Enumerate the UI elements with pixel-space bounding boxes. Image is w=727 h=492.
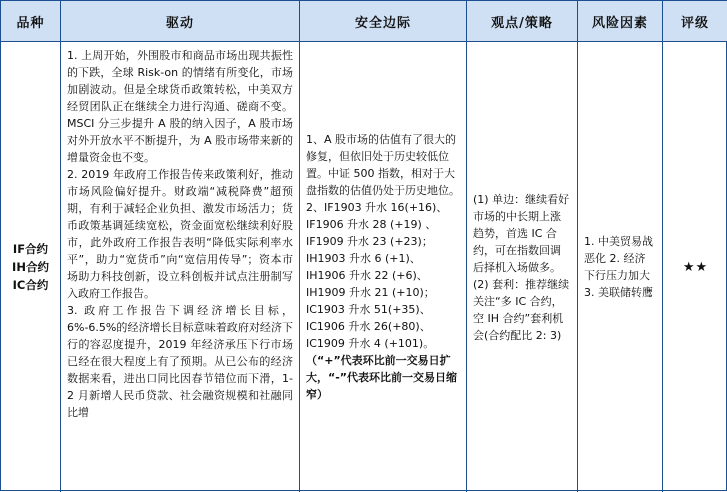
risk-factors-cell (578, 42, 663, 492)
risk-factors-text: 1. 中美贸易战恶化 2. 经济下行压力加大 3. 美联储转鹰 (584, 235, 653, 299)
driver-point-2: 2. 2019 年政府工作报告传来政策利好，推动市场风险偏好提升。财政端“减税降费”超预期，有利于减轻企业负担、激发市场活力；货币政策基调延续宽松，资金面宽松继续利好股市，此外政府工作报告表明“降低实际利率水平”，助力“宽货币”向“宽信用传导”；资本市场助力科技创新，设立科创板并试点注册制写入政府工作报告。 (67, 168, 293, 300)
rating-stars: ★★ (682, 259, 709, 275)
header-risk-factors: 风险因素 (578, 1, 663, 42)
variety-if: IF合约 (12, 242, 49, 256)
header-rating: 评级 (663, 1, 727, 42)
view-strategy-text: (1) 单边：继续看好市场的中长期上涨趋势，首选 IC 合约，可在指数回调后择机入场做多。(2) 套利：推荐继续关注“多 IC 合约，空 IH 合约”套利机会(合约配比 2: 3) (473, 192, 570, 342)
header-variety: 品种 (1, 1, 61, 42)
driver-point-3: 3. 政府工作报告下调经济增长目标，6%-6.5%的经济增长目标意味着政府对经济下行的容忍度提升，2019 年经济承压下行市场已经在很大程度上有了预期。从已公布的经济数据来看，进出口同比因春节错位而下滑，1-2 月新增人民币贷款、社会融资规模和社融同比增 (67, 304, 293, 419)
variety-ic: IC合约 (12, 278, 49, 292)
variety-cell (1, 42, 61, 492)
safety-body: 1、A 股市场的估值有了很大的修复，但依旧处于历史较低位置。中证 500 指数，相对于大盘指数的估值仍处于历史地位。2、IF1903 升水 16(+16)、IF1906 升水 28 (+19) 、IF1909 升水 23 (+23)；IH1903 升水 6 (+1)、IH1906 升水 22 (+6)、IH1909 升水 21 (+10)；IC1903 升水 51(+35)、IC1906 升水 26(+80)、IC1909 升水 4 (+101)。 (306, 133, 460, 350)
driver-point-1: 1. 上周开始，外围股市和商品市场出现共振性的下跌，全球 Risk-on 的情绪有所变化，市场加剧波动。但是全球货币政策转松，中美双方经贸团队正在继续全力进行沟通、磋商不变。MSCI 分三步提升 A 股的纳入因子，A 股市场对外开放水平不断提升，为 A 股市场带来新的增量资金也不变。 (67, 49, 293, 164)
header-safety-margin: 安全边际 (300, 1, 467, 42)
safety-margin-text (306, 131, 460, 403)
header-view-strategy: 观点/策略 (467, 1, 578, 42)
variety-list (12, 240, 49, 294)
driver-cell (61, 42, 300, 492)
rating-cell (663, 42, 727, 492)
safety-note: （“+”代表环比前一交易日扩大，“-”代表环比前一交易日缩窄） (306, 354, 458, 401)
variety-ih: IH合约 (12, 260, 49, 274)
header-driver: 驱动 (61, 1, 300, 42)
view-strategy-cell (467, 42, 578, 492)
safety-margin-cell (300, 42, 467, 492)
